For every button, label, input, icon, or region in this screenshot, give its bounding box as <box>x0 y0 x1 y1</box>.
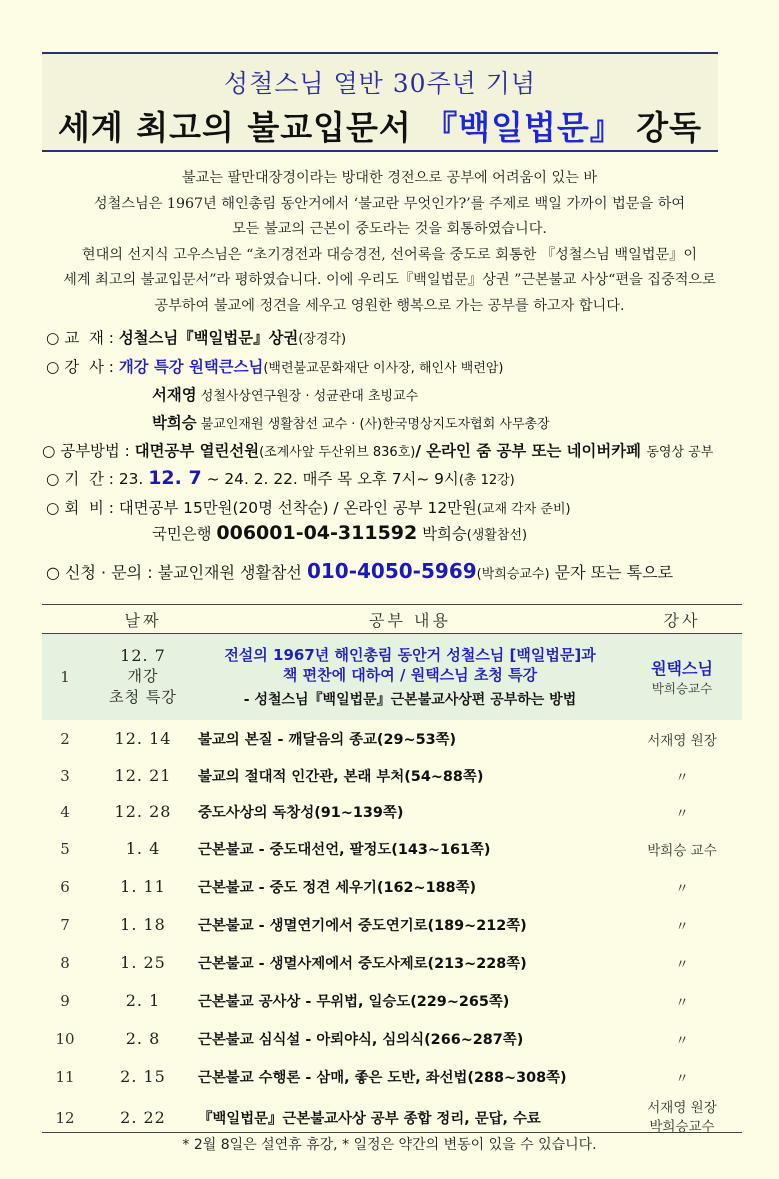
special-lecturer: 개강 특강 원택큰스님 <box>118 358 264 376</box>
row-no: 1 <box>42 634 88 720</box>
row-no: 11 <box>55 1067 75 1086</box>
contact-suffix: 문자 또는 톡으로 <box>549 563 674 582</box>
intro-line: 현대의 선지식 고우스님은 “초기경전과 대승경전, 선어록을 중도로 회통한 『성철스님 백일법문』이 <box>81 246 698 263</box>
row-content: 불교의 본질 - 깨달음의 종교(29~53쪽) <box>198 732 457 748</box>
row-date <box>88 634 198 720</box>
textbook-row <box>46 326 346 348</box>
header-content: 공부 내용 <box>198 605 622 634</box>
row-date: 1. 4 <box>125 839 161 858</box>
row-content: 근본불교 - 중도 정견 세우기(162~188쪽) <box>198 880 477 896</box>
row-no: 12 <box>55 1108 75 1127</box>
method-value2: / 온라인 줌 공부 또는 네이버카페 <box>415 442 647 460</box>
row-date: 12. 28 <box>114 802 172 821</box>
featured-title-line1: 전설의 1967년 해인총림 동안거 성철스님 [백일법문]과 <box>224 645 596 664</box>
method-note2: 동영상 공부 <box>646 445 714 460</box>
lecturer3-name: 박희승 <box>152 414 197 432</box>
header-instructor: 강사 <box>622 605 742 634</box>
contact-note: (박희승교수) <box>476 567 550 582</box>
period-label: ○ 기 간 : <box>46 470 119 488</box>
bank-name: 국민은행 <box>152 525 217 543</box>
row-date: 2. 8 <box>125 1029 161 1048</box>
intro-line: 성철스님은 1967년 해인총림 동안거에서 ‘불교란 무엇인가?’를 주제로 백일 가까이 법문을 하여 <box>93 195 686 212</box>
featured-date: 12. 7 <box>120 646 166 666</box>
row-no: 3 <box>60 766 70 785</box>
row-date: 2. 15 <box>120 1067 166 1086</box>
row-no: 9 <box>60 991 70 1010</box>
title-suffix: 강독 <box>623 108 702 147</box>
contact-label: ○ 신청 · 문의 : 불교인재원 생활참선 <box>46 563 307 582</box>
period-start: 23. <box>118 470 149 488</box>
title-highlight: 『백일법문』 <box>424 108 624 147</box>
lecturer-label: ○ 강 사 : <box>46 358 119 376</box>
intro-paragraph <box>20 166 759 320</box>
last-instructor1: 서재영 원장 <box>647 1099 717 1116</box>
bank-holder: 박희승 <box>417 525 467 543</box>
lecturer-row <box>46 355 504 377</box>
row-date: 2. 22 <box>120 1108 166 1127</box>
row-instructor: 〃 <box>675 1032 689 1049</box>
featured-date-note2: 초청 특강 <box>109 688 177 707</box>
row-no: 8 <box>60 953 70 972</box>
intro-line: 모든 불교의 근본이 중도라는 것을 회통하였습니다. <box>232 221 547 238</box>
footnote: * 2월 8일은 설연휴 휴강, * 일정은 약간의 변동이 있을 수 있습니다. <box>182 1137 597 1153</box>
banner-title <box>42 102 718 149</box>
row-content: 근본불교 - 생멸사제에서 중도사제로(213~228쪽) <box>198 956 527 972</box>
row-no: 2 <box>60 729 70 748</box>
row-instructor <box>622 634 742 720</box>
row-date: 1. 18 <box>120 915 166 934</box>
table-bottom-rule <box>42 1132 742 1133</box>
row-content: 『백일법문』근본불교사상 공부 종합 정리, 문답, 수료 <box>198 1111 541 1127</box>
header-date: 날짜 <box>88 605 198 634</box>
period-start-highlight: 12. 7 <box>148 467 202 489</box>
row-instructor: 박희승 교수 <box>647 842 717 859</box>
special-lecturer-note: (백련불교문화재단 이사장, 해인사 백련암) <box>263 361 504 376</box>
bank-holder-note: (생활참선) <box>466 528 528 543</box>
contact-row <box>46 559 673 583</box>
row-instructor: 〃 <box>675 918 689 935</box>
row-no: 7 <box>60 915 70 934</box>
last-instructor2: 박희승교수 <box>649 1118 715 1135</box>
fee-row <box>46 496 571 518</box>
bank-account: 006001-04-311592 <box>216 522 418 544</box>
table-row <box>42 1058 742 1096</box>
bank-row <box>152 522 527 544</box>
row-instructor: 〃 <box>675 805 689 822</box>
method-value1: 대면공부 열린선원 <box>134 442 260 460</box>
row-content: 근본불교 심식설 - 아뢰야식, 심의식(266~287쪽) <box>198 1032 524 1048</box>
textbook-publisher: (장경각) <box>298 332 347 347</box>
row-date: 12. 21 <box>114 766 172 785</box>
row-content: 근본불교 공사상 - 무위법, 일승도(229~265쪽) <box>198 994 510 1010</box>
table-row <box>42 1020 742 1058</box>
method-row <box>42 439 713 461</box>
method-note1: (조계사앞 두산위브 836호) <box>259 445 416 460</box>
intro-line: 세계 최고의 불교입문서”라 평하였습니다. 이에 우리도『백일법문』상권 ”근본불교 사상“편을 집중적으로 <box>63 272 716 289</box>
table-row <box>42 868 742 906</box>
row-instructor: 〃 <box>675 769 689 786</box>
period-end: ~ 24. 2. 22. 매주 목 오후 7시~ 9시 <box>201 470 459 488</box>
row-date: 1. 11 <box>120 877 166 896</box>
table-row <box>42 758 742 794</box>
row-instructor: 〃 <box>675 956 689 973</box>
table-row <box>42 944 742 982</box>
row-date: 12. 14 <box>114 729 172 748</box>
table-row <box>42 906 742 944</box>
schedule-table <box>42 604 742 1140</box>
row-content: 불교의 절대적 인간관, 본래 부처(54~88쪽) <box>198 769 484 785</box>
period-row <box>46 467 515 489</box>
intro-line: 불교는 팔만대장경이라는 방대한 경전으로 공부에 어려움이 있는 바 <box>181 170 598 186</box>
row-instructor: 〃 <box>675 1070 689 1087</box>
featured-title-line2: 책 편찬에 대하여 / 원택스님 초청 특강 <box>282 665 538 684</box>
row-no: 5 <box>60 839 70 858</box>
title-prefix: 세계 최고의 불교입문서 <box>57 108 425 147</box>
header-no <box>42 605 88 634</box>
row-no: 4 <box>60 802 70 821</box>
featured-sub: - 성철스님『백일법문』근본불교사상편 공부하는 방법 <box>243 691 577 708</box>
title-banner <box>42 52 718 152</box>
textbook-label: ○ 교 재 : <box>46 329 119 347</box>
featured-instructor-sub: 박희승교수 <box>651 681 713 697</box>
featured-instructor: 원택스님 <box>651 659 713 679</box>
row-content: 근본불교 - 중도대선언, 팔정도(143~161쪽) <box>198 842 491 858</box>
table-row <box>42 720 742 758</box>
fee-label: ○ 회 비 : <box>46 499 119 517</box>
table-header <box>42 605 742 634</box>
lecturer3-note: 불교인재원 생활참선 교수 · (사)한국명상지도자협회 사무총장 <box>196 417 550 432</box>
table-row <box>42 982 742 1020</box>
fee-value: 대면공부 15만원(20명 선착순) / 온라인 공부 12만원 <box>118 499 477 517</box>
row-date: 2. 1 <box>125 991 161 1010</box>
table-row <box>42 830 742 868</box>
row-content <box>198 634 622 720</box>
lecturer2-row <box>152 383 418 405</box>
lecturer3-row <box>152 411 550 433</box>
lecturer2-note: 성철사상연구원장 · 성균관대 초빙교수 <box>196 389 419 404</box>
row-instructor: 〃 <box>675 880 689 897</box>
lecturer2-name: 서재영 <box>152 386 197 404</box>
row-content: 근본불교 수행론 - 삼매, 좋은 도반, 좌선법(288~308쪽) <box>198 1070 567 1086</box>
contact-phone: 010-4050-5969 <box>306 559 477 583</box>
featured-date-note1: 개강 <box>127 667 159 686</box>
table-row <box>42 794 742 830</box>
row-no: 10 <box>55 1029 75 1048</box>
row-instructor: 〃 <box>675 994 689 1011</box>
method-label: ○ 공부방법 : <box>42 442 135 460</box>
row-date: 1. 25 <box>120 953 166 972</box>
row-no: 6 <box>60 877 70 896</box>
banner-subtitle: 성철스님 열반 30주년 기념 <box>223 69 537 98</box>
row-content: 근본불교 - 생멸연기에서 중도연기로(189~212쪽) <box>198 918 527 934</box>
textbook-value: 성철스님『백일법문』상권 <box>118 329 299 347</box>
fee-note: (교재 각자 준비) <box>476 502 571 517</box>
row-content: 중도사상의 독창성(91~139쪽) <box>198 805 404 821</box>
period-note: (총 12강) <box>458 473 515 488</box>
row-instructor: 서재영 원장 <box>647 732 717 749</box>
intro-line: 공부하여 불교에 정견을 세우고 영원한 행복으로 가는 공부를 하고자 합니다. <box>154 297 625 314</box>
table-row-featured <box>42 634 742 720</box>
